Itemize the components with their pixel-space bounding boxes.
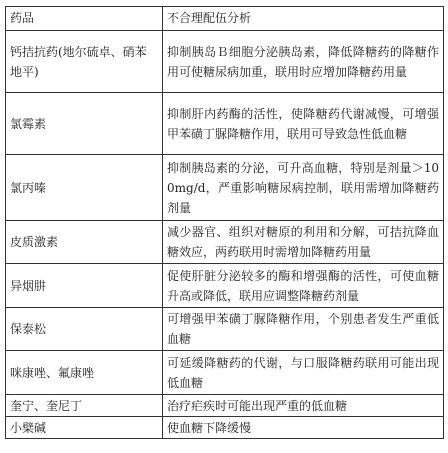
drug-cell: 异烟肼 (6, 264, 163, 308)
table-row (6, 264, 444, 308)
analysis-cell: 可增强甲苯磺丁脲降糖作用，个别患者发生严重低血糖 (163, 308, 444, 351)
table-row (6, 395, 444, 417)
analysis-cell: 可延缓降糖药的代谢，与口服降糖药联用可能出现低血糖 (163, 351, 444, 395)
drug-cell: 保泰松 (6, 308, 163, 351)
analysis-cell: 治疗疟疾时可能出现严重的低血糖 (163, 395, 444, 417)
table-row (6, 308, 444, 351)
drug-cell: 氯霉素 (6, 93, 163, 155)
table-body (6, 31, 444, 439)
table-header (6, 7, 444, 31)
drug-cell: 小檗碱 (6, 417, 163, 439)
drug-cell: 氯丙嗪 (6, 155, 163, 221)
drug-interaction-table (5, 6, 444, 439)
drug-cell: 皮质激素 (6, 221, 163, 264)
table-row (6, 93, 444, 155)
analysis-cell: 减少器官、组织对糖原的利用和分解，可拮抗降血糖效应，两药联用时需增加降糖药用量 (163, 221, 444, 264)
table-row (6, 351, 444, 395)
analysis-cell: 促使肝脏分泌较多的酶和增强酶的活性，可使血糖升高或降低，联用应调整降糖药剂量 (163, 264, 444, 308)
header-analysis: 不合理配伍分析 (163, 7, 444, 31)
analysis-cell: 使血糖下降缓慢 (163, 417, 444, 439)
drug-cell: 咪康唑、氟康唑 (6, 351, 163, 395)
table-row (6, 31, 444, 93)
drug-cell: 奎宁、奎尼丁 (6, 395, 163, 417)
table-row (6, 155, 444, 221)
drug-cell: 钙拮抗药(地尔硫卓、硝苯地平) (6, 31, 163, 93)
analysis-cell: 抑制胰岛素的分泌，可升高血糖，特别是剂量＞100mg/d，严重影响糖尿病控制，联用需增加降糖药剂量 (163, 155, 444, 221)
analysis-cell: 抑制胰岛Ｂ细胞分泌胰岛素，降低降糖药的降糖作用可使糖尿病加重，联用时应增加降糖药用量 (163, 31, 444, 93)
header-drug: 药品 (6, 7, 163, 31)
table-row (6, 221, 444, 264)
header-row (6, 7, 444, 31)
table-row (6, 417, 444, 439)
drug-interaction-table-container (5, 6, 443, 439)
analysis-cell: 抑制肝内药酶的活性，使降糖药代谢减慢，可增强甲苯磺丁脲降糖作用，联用可导致急性低血糖 (163, 93, 444, 155)
